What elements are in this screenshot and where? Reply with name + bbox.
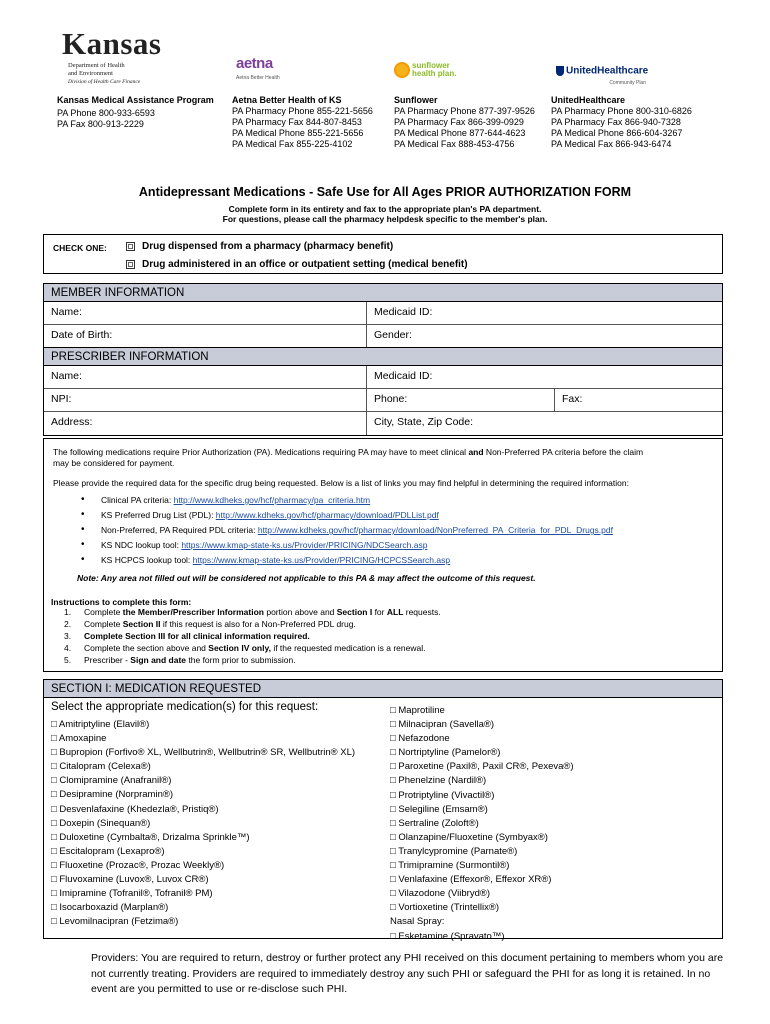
plan-line: PA Pharmacy Phone 877-397-9526	[394, 106, 535, 116]
medication-checkbox-item[interactable]: □ Tranylcypromine (Parnate®)	[390, 845, 518, 857]
medication-checkbox-item[interactable]: □ Doxepin (Sinequan®)	[51, 817, 151, 829]
plan-name: Sunflower	[394, 95, 438, 105]
medication-column-1	[51, 718, 355, 929]
section-1-header: SECTION I: MEDICATION REQUESTED	[44, 680, 722, 698]
sunflower-logo	[394, 62, 456, 78]
uhc-logo-word: UnitedHealthcare	[566, 65, 649, 77]
medical-benefit-label: Drug administered in an office or outpatient setting (medical benefit)	[142, 259, 468, 270]
member-dob-field[interactable]: Date of Birth:	[51, 329, 113, 341]
list-item: • Clinical PA criteria: http://www.kdheks.gov/hcf/pharmacy/pa_criteria.htm	[81, 494, 371, 505]
member-row-2	[44, 325, 722, 348]
member-gender-field[interactable]: Gender:	[374, 329, 412, 341]
medication-checkbox-item[interactable]: □ Milnacipran (Savella®)	[390, 719, 495, 731]
aetna-logo-sub: Aetna Better Health	[236, 75, 280, 81]
prescriber-npi-field[interactable]: NPI:	[51, 393, 72, 405]
plan-line: PA Pharmacy Phone 855-221-5656	[232, 106, 373, 116]
aetna-logo	[236, 55, 280, 81]
medication-checkbox-item[interactable]: □ Trimipramine (Surmontil®)	[390, 860, 510, 872]
plan-aetna	[232, 95, 373, 150]
member-row-1	[44, 302, 722, 325]
plan-line: PA Pharmacy Fax 866-940-7328	[551, 117, 681, 127]
plan-line: PA Pharmacy Fax 866-399-0929	[394, 117, 524, 127]
step-item: 1. Complete the Member/Prescriber Information portion above and Section I for ALL requests.	[64, 607, 441, 617]
medication-checkbox-item[interactable]: □ Venlafaxine (Effexor®, Effexor XR®)	[390, 874, 552, 886]
checkbox-icon[interactable]	[126, 260, 135, 269]
section-1-question: Select the appropriate medication(s) for this request:	[51, 701, 319, 713]
pdl-link[interactable]: http://www.kdheks.gov/hcf/pharmacy/download/PDLList.pdf	[215, 510, 439, 520]
member-info-header: MEMBER INFORMATION	[44, 284, 722, 302]
hcpcs-lookup-link[interactable]: https://www.kmap-state-ks.us/Provider/PRICING/HCPCSSearch.asp	[192, 555, 451, 565]
phi-footer: Providers: You are required to return, destroy or further protect any PHI received on this document pertaining to members whom you are not currently treating. Providers are required to immediately destroy any such PHI or safeguard the PHI for as long it is retained. In no event are you permitted to use or re-disclose such PHI.	[91, 952, 724, 995]
prescriber-row-2	[44, 389, 722, 412]
medication-checkbox-item[interactable]: □ Escitalopram (Lexapro®)	[51, 845, 165, 857]
list-item: • KS HCPCS lookup tool: https://www.kmap-state-ks.us/Provider/PRICING/HCPCSSearch.asp	[81, 554, 451, 565]
plan-line: PA Pharmacy Phone 800-310-6826	[551, 106, 692, 116]
uhc-logo-sub: Community Plan	[609, 80, 646, 86]
clinical-pa-criteria-link[interactable]: http://www.kdheks.gov/hcf/pharmacy/pa_criteria.htm	[173, 495, 371, 505]
prescriber-name-field[interactable]: Name:	[51, 370, 82, 382]
section-1-box	[43, 679, 723, 942]
check-one-label: CHECK ONE:	[53, 243, 107, 253]
prescriber-row-1	[44, 366, 722, 389]
prescriber-address-field[interactable]: Address:	[51, 416, 93, 428]
plan-name: Kansas Medical Assistance Program	[57, 95, 214, 105]
step-item: 4. Complete the section above and Section IV only, if the requested medication is a renewal.	[64, 643, 426, 653]
plan-line: PA Fax 800-913-2229	[57, 119, 144, 129]
medication-checkbox-item[interactable]: □ Protriptyline (Vivactil®)	[390, 789, 495, 801]
instructions-box	[43, 438, 723, 672]
instructions-para-2: Please provide the required data for the specific drug being requested. Below is a list of links you may find helpful in determining the required information:	[53, 478, 629, 488]
medication-checkbox-item[interactable]: □ Esketamine (Spravato™)	[390, 930, 505, 942]
medication-group-label: Nasal Spray:	[390, 916, 445, 928]
medication-checkbox-item[interactable]: □ Maprotiline	[390, 705, 445, 716]
steps-title: Instructions to complete this form:	[51, 597, 192, 607]
plan-uhc	[551, 95, 692, 150]
medication-checkbox-item[interactable]: □ Olanzapine/Fluoxetine (Symbyax®)	[390, 831, 548, 843]
medication-checkbox-item[interactable]: □ Amoxapine	[51, 733, 107, 745]
medication-checkbox-item[interactable]: □ Duloxetine (Cymbalta®, Drizalma Sprinkle™)	[51, 831, 250, 843]
medication-checkbox-item[interactable]: □ Paroxetine (Paxil®, Paxil CR®, Pexeva®)	[390, 761, 574, 773]
prescriber-fax-field[interactable]: Fax:	[562, 393, 583, 405]
step-item: 3. Complete Section III for all clinical information required.	[64, 631, 310, 641]
sunflower-icon	[394, 62, 410, 78]
list-item: • KS NDC lookup tool: https://www.kmap-state-ks.us/Provider/PRICING/NDCSearch.asp	[81, 539, 428, 550]
form-title: Antidepressant Medications - Safe Use for All Ages PRIOR AUTHORIZATION FORM	[138, 185, 632, 199]
medical-benefit-option[interactable]	[126, 259, 468, 270]
member-medicaid-id-field[interactable]: Medicaid ID:	[374, 306, 433, 318]
medication-checkbox-item[interactable]: □ Levomilnacipran (Fetzima®)	[51, 916, 179, 928]
kansas-logo-line3: Division of Health Care Finance	[68, 79, 141, 85]
checkbox-icon[interactable]	[126, 242, 135, 251]
medication-checkbox-item[interactable]: □ Fluoxetine (Prozac®, Prozac Weekly®)	[51, 859, 225, 871]
medication-checkbox-item[interactable]: □ Citalopram (Celexa®)	[51, 761, 151, 773]
pharmacy-benefit-label: Drug dispensed from a pharmacy (pharmacy benefit)	[142, 241, 394, 252]
member-prescriber-table	[43, 283, 723, 436]
list-item: • KS Preferred Drug List (PDL): http://www.kdheks.gov/hcf/pharmacy/download/PDLList.pdf	[81, 509, 439, 520]
medication-checkbox-item[interactable]: □ Nefazodone	[390, 733, 450, 745]
kansas-logo-line2: and Environment	[68, 70, 113, 77]
plan-line: PA Pharmacy Fax 844-807-8453	[232, 117, 362, 127]
medication-column-2	[390, 704, 574, 944]
uhc-shield-icon	[556, 66, 564, 76]
plan-line: PA Medical Phone 866-604-3267	[551, 128, 683, 138]
plan-line: PA Medical Fax 866-943-6474	[551, 139, 672, 149]
sunflower-logo-line2: health plan.	[412, 69, 457, 78]
medication-checkbox-item[interactable]: □ Amitriptyline (Elavil®)	[51, 719, 150, 730]
plan-name: Aetna Better Health of KS	[232, 95, 342, 105]
aetna-logo-word: aetna	[236, 55, 273, 72]
medication-checkbox-item[interactable]: □ Desipramine (Norpramin®)	[51, 789, 174, 801]
medication-checkbox-item[interactable]: □ Selegiline (Emsam®)	[390, 803, 488, 815]
plan-line: PA Phone 800-933-6593	[57, 108, 155, 118]
list-item: • Non-Preferred, PA Required PDL criteria: http://www.kdheks.gov/hcf/pharmacy/download/NonPreferred_PA_Criteria_for_PDL_Drugs.pdf	[81, 524, 613, 535]
form-subtitle-1: Complete form in its entirety and fax to the appropriate plan's PA department.	[228, 204, 542, 214]
prescriber-row-3	[44, 412, 722, 435]
medication-checkbox-item[interactable]: □ Isocarboxazid (Marplan®)	[51, 902, 169, 914]
pharmacy-benefit-option[interactable]	[126, 241, 393, 252]
plan-line: PA Medical Fax 888-453-4756	[394, 139, 515, 149]
plan-name: UnitedHealthcare	[551, 95, 626, 105]
medication-checkbox-item[interactable]: □ Nortriptyline (Pamelor®)	[390, 747, 501, 759]
medication-checkbox-item[interactable]: □ Fluvoxamine (Luvox®, Luvox CR®)	[51, 874, 209, 886]
step-item: 5. Prescriber - Sign and date the form prior to submission.	[64, 655, 296, 665]
kansas-logo-word: Kansas	[62, 26, 162, 61]
medication-checkbox-item[interactable]: □ Sertraline (Zoloft®)	[390, 817, 479, 829]
medication-checkbox-item[interactable]: □ Phenelzine (Nardil®)	[390, 775, 487, 787]
prescriber-city-field[interactable]: City, State, Zip Code:	[374, 416, 474, 428]
medication-checkbox-item[interactable]: □ Bupropion (Forfivo® XL, Wellbutrin®, Wellbutrin® SR, Wellbutrin® XL)	[51, 747, 356, 759]
check-one-box	[43, 234, 723, 274]
kansas-logo	[60, 28, 170, 90]
form-subtitle-2: For questions, please call the pharmacy helpdesk specific to the member's plan.	[222, 214, 548, 224]
medication-checkbox-item[interactable]: □ Imipramine (Tofranil®, Tofranil® PM)	[51, 888, 213, 900]
prescriber-info-header: PRESCRIBER INFORMATION	[44, 348, 722, 366]
plan-sunflower	[394, 95, 535, 150]
member-name-field[interactable]: Name:	[51, 306, 82, 318]
plan-line: PA Medical Phone 855-221-5656	[232, 128, 364, 138]
non-preferred-criteria-link[interactable]: http://www.kdheks.gov/hcf/pharmacy/download/NonPreferred_PA_Criteria_for_PDL_Drugs.pdf	[257, 525, 613, 535]
medication-checkbox-item[interactable]: □ Desvenlafaxine (Khedezla®, Pristiq®)	[51, 803, 219, 815]
prescriber-phone-field[interactable]: Phone:	[374, 393, 408, 405]
plan-kmap	[57, 95, 214, 130]
medication-checkbox-item[interactable]: □ Vilazodone (Viibryd®)	[390, 888, 491, 900]
kansas-logo-line1: Department of Health	[68, 62, 125, 69]
note-text: Note: Any area not filled out will be considered not applicable to this PA & may affect the outcome of this request.	[77, 573, 536, 583]
medication-checkbox-item[interactable]: □ Clomipramine (Anafranil®)	[51, 775, 172, 787]
ndc-lookup-link[interactable]: https://www.kmap-state-ks.us/Provider/PRICING/NDCSearch.asp	[181, 540, 428, 550]
step-item: 2. Complete Section II if this request is also for a Non-Preferred PDL drug.	[64, 619, 356, 629]
instructions-para-1: The following medications require Prior Authorization (PA). Medications requiring PA may have to meet clinical and Non-Preferred PA criteria before the claim may be considered for payment.	[53, 447, 644, 468]
prescriber-medicaid-id-field[interactable]: Medicaid ID:	[374, 370, 433, 382]
uhc-logo	[556, 62, 648, 86]
plan-line: PA Medical Fax 855-225-4102	[232, 139, 353, 149]
medication-checkbox-item[interactable]: □ Vortioxetine (Trintellix®)	[390, 902, 499, 914]
plan-line: PA Medical Phone 877-644-4623	[394, 128, 526, 138]
sunflower-logo-line1: sunflower	[412, 61, 450, 70]
